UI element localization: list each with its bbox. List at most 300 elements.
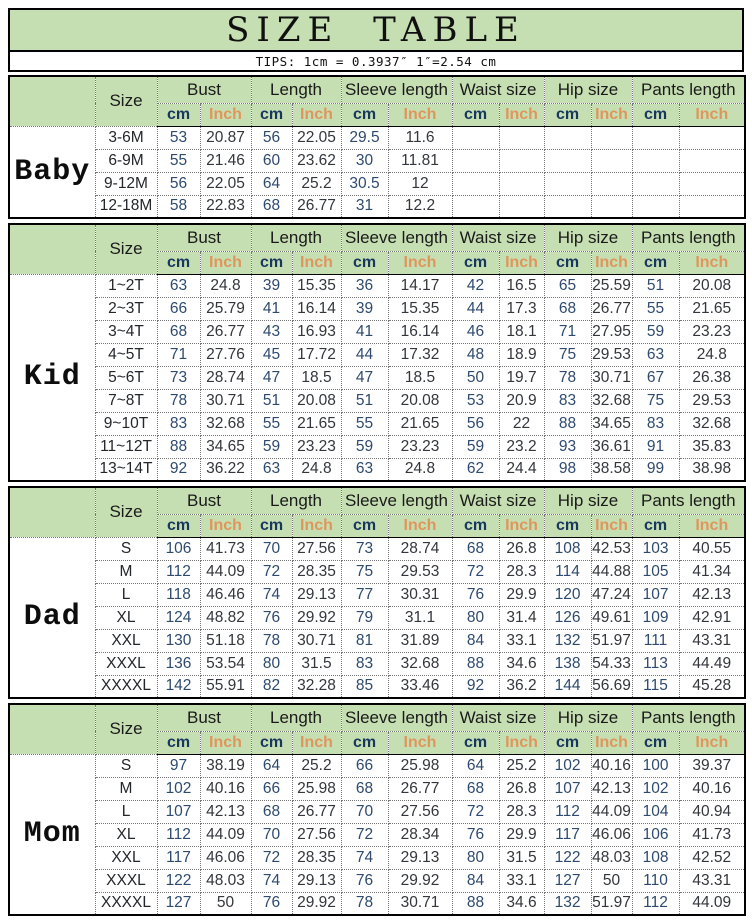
value-cell-cm: 81 — [341, 629, 388, 652]
value-cell-inch: 51.97 — [591, 629, 632, 652]
group-header-hip-size: Hip size — [544, 224, 632, 251]
value-cell-inch — [679, 126, 745, 149]
value-cell-inch: 42.13 — [591, 777, 632, 800]
table-row — [9, 777, 745, 800]
group-header-bust: Bust — [157, 487, 251, 514]
table-row — [9, 126, 745, 149]
group-header-hip-size: Hip size — [544, 487, 632, 514]
value-cell-inch — [679, 172, 745, 195]
table-row — [9, 754, 745, 777]
value-cell-inch: 21.65 — [292, 412, 341, 435]
value-cell-inch: 34.6 — [499, 892, 544, 915]
value-cell-inch: 31.5 — [292, 652, 341, 675]
value-cell-inch: 32.68 — [679, 412, 745, 435]
value-cell-cm: 102 — [157, 777, 200, 800]
value-cell-inch: 28.74 — [388, 537, 452, 560]
value-cell-inch: 43.31 — [679, 629, 745, 652]
value-cell-cm — [544, 126, 591, 149]
value-cell-cm: 112 — [632, 892, 679, 915]
value-cell-cm: 74 — [251, 869, 292, 892]
unit-header-cm: cm — [544, 731, 591, 754]
size-table-dad — [8, 486, 746, 699]
value-cell-inch: 27.56 — [388, 800, 452, 823]
value-cell-cm: 72 — [251, 560, 292, 583]
value-cell-inch: 26.8 — [499, 777, 544, 800]
size-column-header: Size — [95, 224, 157, 274]
unit-header-cm: cm — [632, 514, 679, 537]
value-cell-cm: 85 — [341, 675, 388, 698]
unit-header-cm: cm — [341, 103, 388, 126]
value-cell-cm: 47 — [341, 366, 388, 389]
group-header-sleeve-length: Sleeve length — [341, 487, 452, 514]
value-cell-cm — [632, 172, 679, 195]
unit-header-inch: Inch — [200, 731, 251, 754]
value-cell-cm: 51 — [632, 274, 679, 297]
value-cell-inch: 44.88 — [591, 560, 632, 583]
value-cell-inch: 40.55 — [679, 537, 745, 560]
value-cell-cm: 44 — [341, 343, 388, 366]
value-cell-inch: 23.2 — [499, 435, 544, 458]
group-header-pants-length: Pants length — [632, 224, 745, 251]
value-cell-inch: 34.65 — [200, 435, 251, 458]
value-cell-inch: 20.9 — [499, 389, 544, 412]
value-cell-inch: 48.03 — [591, 846, 632, 869]
value-cell-inch: 42.52 — [679, 846, 745, 869]
value-cell-cm: 59 — [341, 435, 388, 458]
table-row — [9, 435, 745, 458]
value-cell-inch: 33.46 — [388, 675, 452, 698]
value-cell-inch — [499, 172, 544, 195]
unit-header-inch: Inch — [679, 251, 745, 274]
value-cell-inch: 44.49 — [679, 652, 745, 675]
size-cell: XXXL — [95, 869, 157, 892]
group-header-length: Length — [251, 704, 341, 731]
value-cell-cm: 68 — [452, 777, 499, 800]
group-header-length: Length — [251, 487, 341, 514]
value-cell-inch: 16.14 — [388, 320, 452, 343]
value-cell-cm: 66 — [341, 754, 388, 777]
value-cell-inch: 30.71 — [200, 389, 251, 412]
value-cell-inch: 38.19 — [200, 754, 251, 777]
size-cell: XL — [95, 606, 157, 629]
unit-header-cm: cm — [341, 731, 388, 754]
value-cell-inch: 24.8 — [292, 458, 341, 481]
size-chart-page — [8, 0, 744, 916]
value-cell-cm: 59 — [251, 435, 292, 458]
value-cell-inch: 25.59 — [591, 274, 632, 297]
size-cell: M — [95, 777, 157, 800]
value-cell-inch: 22.83 — [200, 195, 251, 218]
value-cell-cm: 63 — [251, 458, 292, 481]
value-cell-cm: 114 — [544, 560, 591, 583]
value-cell-inch: 29.13 — [292, 583, 341, 606]
value-cell-inch: 26.77 — [200, 320, 251, 343]
value-cell-cm: 117 — [544, 823, 591, 846]
value-cell-inch: 36.2 — [499, 675, 544, 698]
unit-header-inch: Inch — [679, 514, 745, 537]
group-header-pants-length: Pants length — [632, 76, 745, 103]
value-cell-inch: 30.31 — [388, 583, 452, 606]
group-header-bust: Bust — [157, 76, 251, 103]
value-cell-cm: 66 — [251, 777, 292, 800]
value-cell-inch: 15.35 — [388, 297, 452, 320]
group-header-waist-size: Waist size — [452, 704, 544, 731]
value-cell-inch: 47.24 — [591, 583, 632, 606]
value-cell-cm: 127 — [544, 869, 591, 892]
value-cell-cm: 115 — [632, 675, 679, 698]
value-cell-cm: 42 — [452, 274, 499, 297]
person-label-dad: Dad — [9, 537, 95, 698]
value-cell-inch: 50 — [591, 869, 632, 892]
value-cell-inch: 23.23 — [679, 320, 745, 343]
value-cell-inch: 15.35 — [292, 274, 341, 297]
value-cell-cm: 72 — [251, 846, 292, 869]
person-label-kid: Kid — [9, 274, 95, 481]
value-cell-inch: 18.5 — [292, 366, 341, 389]
value-cell-cm: 92 — [452, 675, 499, 698]
value-cell-cm: 83 — [157, 412, 200, 435]
group-header-sleeve-length: Sleeve length — [341, 76, 452, 103]
value-cell-inch: 29.53 — [591, 343, 632, 366]
value-cell-cm: 39 — [341, 297, 388, 320]
value-cell-inch: 35.83 — [679, 435, 745, 458]
size-cell: 2~3T — [95, 297, 157, 320]
table-row — [9, 869, 745, 892]
value-cell-cm: 72 — [452, 560, 499, 583]
value-cell-cm: 112 — [544, 800, 591, 823]
size-cell: 6-9M — [95, 149, 157, 172]
value-cell-inch: 45.28 — [679, 675, 745, 698]
value-cell-cm: 47 — [251, 366, 292, 389]
value-cell-cm: 76 — [251, 892, 292, 915]
unit-header-inch: Inch — [388, 103, 452, 126]
value-cell-inch: 36.61 — [591, 435, 632, 458]
value-cell-cm: 109 — [632, 606, 679, 629]
unit-header-inch: Inch — [292, 514, 341, 537]
unit-header-cm: cm — [341, 514, 388, 537]
group-header-length: Length — [251, 224, 341, 251]
value-cell-inch: 24.4 — [499, 458, 544, 481]
value-cell-inch: 42.13 — [200, 800, 251, 823]
size-cell: M — [95, 560, 157, 583]
size-cell: L — [95, 800, 157, 823]
value-cell-cm: 79 — [341, 606, 388, 629]
value-cell-inch: 32.28 — [292, 675, 341, 698]
value-cell-cm: 56 — [251, 126, 292, 149]
header-corner-cell — [9, 224, 95, 274]
value-cell-cm: 108 — [544, 537, 591, 560]
value-cell-inch: 22.05 — [292, 126, 341, 149]
value-cell-inch: 43.31 — [679, 869, 745, 892]
value-cell-cm: 70 — [251, 823, 292, 846]
unit-header-inch: Inch — [200, 103, 251, 126]
group-header-sleeve-length: Sleeve length — [341, 704, 452, 731]
unit-header-cm: cm — [251, 731, 292, 754]
value-cell-inch: 55.91 — [200, 675, 251, 698]
value-cell-inch: 31.1 — [388, 606, 452, 629]
value-cell-inch: 29.9 — [499, 823, 544, 846]
value-cell-cm: 108 — [632, 846, 679, 869]
value-cell-cm: 50 — [452, 366, 499, 389]
value-cell-cm: 64 — [251, 172, 292, 195]
value-cell-cm — [452, 172, 499, 195]
unit-header-inch: Inch — [292, 103, 341, 126]
value-cell-cm: 65 — [544, 274, 591, 297]
unit-header-cm: cm — [157, 103, 200, 126]
value-cell-cm: 62 — [452, 458, 499, 481]
table-row — [9, 846, 745, 869]
value-cell-cm: 98 — [544, 458, 591, 481]
value-cell-inch: 41.73 — [679, 823, 745, 846]
value-cell-cm: 51 — [341, 389, 388, 412]
value-cell-cm: 72 — [452, 800, 499, 823]
value-cell-cm: 55 — [341, 412, 388, 435]
unit-header-cm: cm — [452, 514, 499, 537]
value-cell-inch: 29.13 — [388, 846, 452, 869]
group-header-hip-size: Hip size — [544, 704, 632, 731]
value-cell-cm: 74 — [251, 583, 292, 606]
value-cell-inch: 17.3 — [499, 297, 544, 320]
value-cell-cm: 64 — [251, 754, 292, 777]
table-row — [9, 412, 745, 435]
value-cell-cm: 122 — [544, 846, 591, 869]
header-corner-cell — [9, 76, 95, 126]
value-cell-inch: 27.56 — [292, 823, 341, 846]
value-cell-cm: 106 — [157, 537, 200, 560]
table-row — [9, 675, 745, 698]
value-cell-inch: 44.09 — [200, 823, 251, 846]
value-cell-inch: 27.76 — [200, 343, 251, 366]
unit-header-cm: cm — [251, 103, 292, 126]
value-cell-inch: 48.03 — [200, 869, 251, 892]
value-cell-cm: 102 — [544, 754, 591, 777]
value-cell-cm: 43 — [251, 320, 292, 343]
unit-header-cm: cm — [452, 731, 499, 754]
value-cell-inch: 40.16 — [591, 754, 632, 777]
table-row — [9, 458, 745, 481]
size-cell: XXL — [95, 629, 157, 652]
value-cell-inch: 21.65 — [388, 412, 452, 435]
size-cell: S — [95, 537, 157, 560]
value-cell-inch: 53.54 — [200, 652, 251, 675]
value-cell-cm: 97 — [157, 754, 200, 777]
value-cell-cm: 80 — [251, 652, 292, 675]
value-cell-inch: 38.58 — [591, 458, 632, 481]
size-column-header: Size — [95, 704, 157, 754]
unit-header-inch: Inch — [388, 251, 452, 274]
value-cell-inch: 28.74 — [200, 366, 251, 389]
value-cell-cm: 82 — [251, 675, 292, 698]
value-cell-inch — [591, 172, 632, 195]
value-cell-inch: 25.79 — [200, 297, 251, 320]
unit-header-inch: Inch — [388, 731, 452, 754]
table-row — [9, 606, 745, 629]
group-header-sleeve-length: Sleeve length — [341, 224, 452, 251]
value-cell-inch: 23.23 — [388, 435, 452, 458]
value-cell-cm: 110 — [632, 869, 679, 892]
value-cell-cm: 107 — [157, 800, 200, 823]
value-cell-cm: 70 — [251, 537, 292, 560]
value-cell-inch: 29.92 — [292, 606, 341, 629]
value-cell-cm: 71 — [157, 343, 200, 366]
table-row — [9, 389, 745, 412]
value-cell-inch: 24.8 — [679, 343, 745, 366]
value-cell-cm: 83 — [544, 389, 591, 412]
value-cell-inch: 29.53 — [388, 560, 452, 583]
value-cell-inch: 34.6 — [499, 652, 544, 675]
value-cell-inch: 33.1 — [499, 869, 544, 892]
value-cell-inch: 12 — [388, 172, 452, 195]
size-cell: 3~4T — [95, 320, 157, 343]
value-cell-inch: 20.08 — [292, 389, 341, 412]
value-cell-inch: 36.22 — [200, 458, 251, 481]
value-cell-cm: 41 — [251, 297, 292, 320]
value-cell-cm: 66 — [157, 297, 200, 320]
value-cell-cm: 78 — [341, 892, 388, 915]
size-cell: XXXXL — [95, 892, 157, 915]
value-cell-cm: 127 — [157, 892, 200, 915]
value-cell-cm — [632, 126, 679, 149]
value-cell-inch: 21.65 — [679, 297, 745, 320]
value-cell-cm — [632, 195, 679, 218]
value-cell-inch: 26.77 — [292, 195, 341, 218]
value-cell-inch: 44.09 — [591, 800, 632, 823]
value-cell-inch — [679, 195, 745, 218]
value-cell-inch: 51.18 — [200, 629, 251, 652]
value-cell-cm: 102 — [632, 777, 679, 800]
value-cell-inch: 25.2 — [292, 754, 341, 777]
value-cell-cm: 76 — [251, 606, 292, 629]
value-cell-cm: 31 — [341, 195, 388, 218]
value-cell-inch: 26.8 — [499, 537, 544, 560]
value-cell-cm: 105 — [632, 560, 679, 583]
table-row — [9, 149, 745, 172]
value-cell-cm: 29.5 — [341, 126, 388, 149]
value-cell-cm: 75 — [544, 343, 591, 366]
unit-header-inch: Inch — [499, 731, 544, 754]
unit-header-inch: Inch — [591, 514, 632, 537]
table-row — [9, 297, 745, 320]
value-cell-inch — [591, 195, 632, 218]
value-cell-cm: 76 — [341, 869, 388, 892]
value-cell-cm: 100 — [632, 754, 679, 777]
unit-header-inch: Inch — [591, 731, 632, 754]
value-cell-inch: 44.09 — [200, 560, 251, 583]
value-cell-inch: 28.34 — [388, 823, 452, 846]
value-cell-inch: 46.46 — [200, 583, 251, 606]
unit-header-inch: Inch — [591, 251, 632, 274]
value-cell-cm: 63 — [157, 274, 200, 297]
table-row — [9, 583, 745, 606]
value-cell-cm: 104 — [632, 800, 679, 823]
value-cell-inch: 26.77 — [591, 297, 632, 320]
title-frame — [8, 8, 744, 72]
value-cell-cm: 112 — [157, 823, 200, 846]
size-table-mom — [8, 703, 746, 916]
value-cell-inch: 40.16 — [200, 777, 251, 800]
group-header-bust: Bust — [157, 704, 251, 731]
value-cell-inch: 31.89 — [388, 629, 452, 652]
unit-header-inch: Inch — [200, 514, 251, 537]
value-cell-cm: 84 — [452, 869, 499, 892]
value-cell-cm — [544, 172, 591, 195]
value-cell-cm: 117 — [157, 846, 200, 869]
value-cell-cm: 56 — [452, 412, 499, 435]
value-cell-inch: 34.65 — [591, 412, 632, 435]
value-cell-inch — [499, 195, 544, 218]
size-column-header: Size — [95, 76, 157, 126]
person-label-baby: Baby — [9, 126, 95, 218]
value-cell-cm: 112 — [157, 560, 200, 583]
value-cell-cm: 113 — [632, 652, 679, 675]
value-cell-cm: 80 — [452, 846, 499, 869]
unit-header-inch: Inch — [499, 514, 544, 537]
value-cell-inch: 32.68 — [388, 652, 452, 675]
size-cell: L — [95, 583, 157, 606]
value-cell-inch: 33.1 — [499, 629, 544, 652]
value-cell-inch: 30.71 — [388, 892, 452, 915]
unit-header-cm: cm — [632, 251, 679, 274]
value-cell-cm: 76 — [452, 823, 499, 846]
size-cell: XXXXL — [95, 675, 157, 698]
value-cell-cm: 48 — [452, 343, 499, 366]
value-cell-cm: 55 — [632, 297, 679, 320]
value-cell-inch: 41.34 — [679, 560, 745, 583]
value-cell-inch: 32.68 — [591, 389, 632, 412]
value-cell-cm: 68 — [341, 777, 388, 800]
unit-header-inch: Inch — [388, 514, 452, 537]
unit-header-inch: Inch — [292, 251, 341, 274]
value-cell-cm: 73 — [341, 537, 388, 560]
value-cell-inch: 29.92 — [388, 869, 452, 892]
size-table-baby — [8, 75, 746, 219]
unit-header-cm: cm — [544, 514, 591, 537]
value-cell-cm: 63 — [341, 458, 388, 481]
value-cell-inch: 32.68 — [200, 412, 251, 435]
unit-header-inch: Inch — [292, 731, 341, 754]
group-header-pants-length: Pants length — [632, 487, 745, 514]
value-cell-cm: 124 — [157, 606, 200, 629]
value-cell-cm — [452, 149, 499, 172]
value-cell-inch: 29.53 — [679, 389, 745, 412]
value-cell-inch — [499, 126, 544, 149]
value-cell-cm: 30 — [341, 149, 388, 172]
value-cell-cm: 130 — [157, 629, 200, 652]
unit-header-inch: Inch — [679, 731, 745, 754]
group-header-pants-length: Pants length — [632, 704, 745, 731]
value-cell-cm: 99 — [632, 458, 679, 481]
value-cell-cm: 44 — [452, 297, 499, 320]
table-row — [9, 320, 745, 343]
value-cell-inch: 46.06 — [591, 823, 632, 846]
value-cell-inch: 17.32 — [388, 343, 452, 366]
size-cell: XL — [95, 823, 157, 846]
unit-header-inch: Inch — [499, 251, 544, 274]
unit-header-inch: Inch — [499, 103, 544, 126]
value-cell-cm: 93 — [544, 435, 591, 458]
header-corner-cell — [9, 704, 95, 754]
value-cell-cm: 78 — [157, 389, 200, 412]
value-cell-inch: 28.3 — [499, 560, 544, 583]
value-cell-cm: 138 — [544, 652, 591, 675]
value-cell-inch: 42.53 — [591, 537, 632, 560]
table-row — [9, 652, 745, 675]
title-banner — [10, 10, 742, 52]
value-cell-inch: 29.9 — [499, 583, 544, 606]
value-cell-cm: 83 — [341, 652, 388, 675]
value-cell-inch: 30.71 — [292, 629, 341, 652]
value-cell-cm: 59 — [452, 435, 499, 458]
